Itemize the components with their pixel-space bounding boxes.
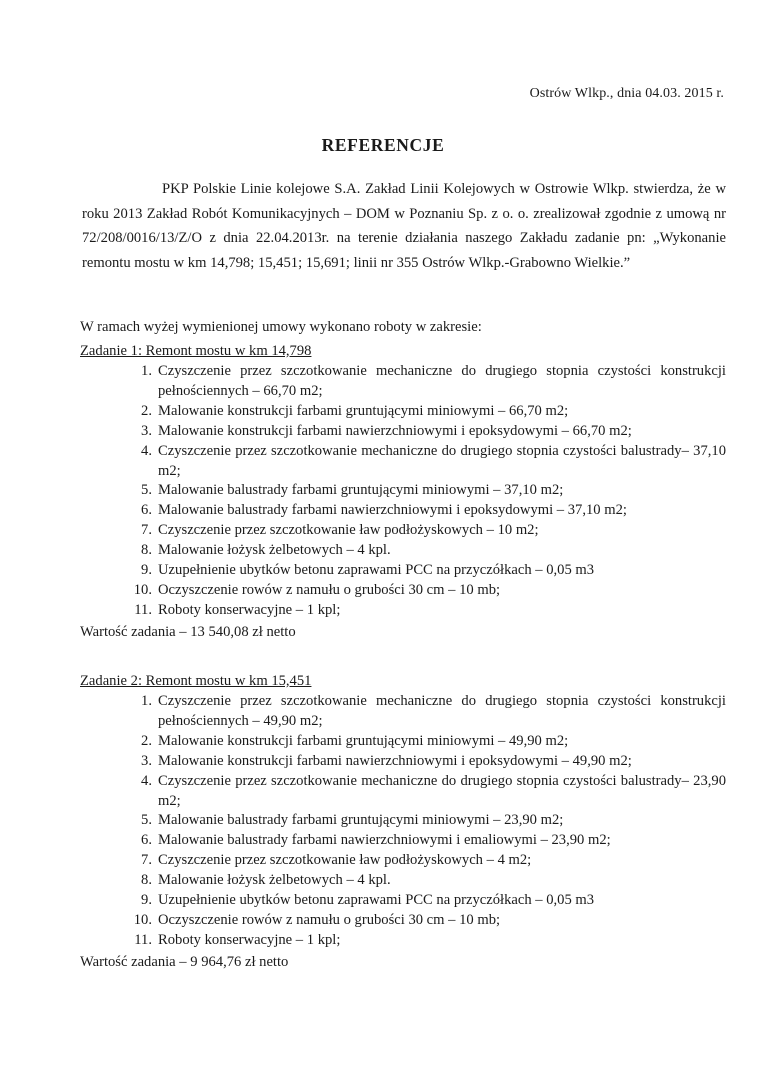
list-item-text: Czyszczenie przez szczotkowanie ław podłożyskowych – 4 m2; [158, 852, 532, 869]
list-item-number: 6. [141, 502, 152, 519]
list-item-number: 4. [141, 442, 152, 459]
list-item-number: 11. [134, 601, 152, 618]
list-item [80, 501, 726, 521]
list-item [80, 581, 726, 601]
list-item-number: 7. [141, 522, 152, 539]
list-item-number: 3. [141, 752, 152, 769]
list-item-text: Oczyszczenie rowów z namułu o grubości 30 cm – 10 mb; [158, 581, 501, 598]
list-item-number: 8. [141, 542, 152, 559]
list-item-text: Malowanie balustrady farbami gruntującymi miniowymi – 37,10 m2; [158, 482, 564, 499]
list-item-text: Malowanie balustrady farbami gruntującymi miniowymi – 23,90 m2; [158, 812, 564, 829]
list-item-number: 9. [141, 562, 152, 579]
task-list [80, 692, 726, 951]
task-section-2 [80, 670, 726, 973]
list-item [80, 692, 726, 732]
list-item-number: 5. [141, 482, 152, 499]
list-item [80, 851, 726, 871]
list-item-text: Malowanie balustrady farbami nawierzchniowymi i epoksydowymi – 37,10 m2; [158, 502, 627, 519]
list-item [80, 911, 726, 931]
list-item-number: 1. [141, 693, 152, 709]
list-item-number: 2. [141, 732, 152, 749]
list-item-text: Malowanie łożysk żelbetowych – 4 kpl. [158, 542, 391, 559]
list-item [80, 422, 726, 442]
task-list [80, 362, 726, 621]
list-item [80, 402, 726, 422]
list-item-text: Malowanie konstrukcji farbami nawierzchniowymi i epoksydowymi – 49,90 m2; [158, 752, 632, 769]
list-item [80, 871, 726, 891]
list-item-number: 1. [141, 363, 152, 379]
document-date: Ostrów Wlkp., dnia 04.03. 2015 r. [529, 86, 724, 101]
list-item-text: Malowanie konstrukcji farbami gruntującymi miniowymi – 66,70 m2; [158, 402, 569, 419]
list-item [80, 541, 726, 561]
task-title: Zadanie 1: Remont mostu w km 14,798 [80, 343, 312, 359]
scope-line: W ramach wyżej wymienionej umowy wykonano roboty w zakresie: [80, 319, 482, 335]
list-item [80, 521, 726, 541]
task-title: Zadanie 2: Remont mostu w km 15,451 [80, 673, 312, 689]
task-value: Wartość zadania – 9 964,76 zł netto [80, 953, 289, 970]
list-item-text: Czyszczenie przez szczotkowanie mechaniczne do drugiego stopnia czystości balustrady– 23,90 m2; [158, 772, 726, 809]
list-item [80, 891, 726, 911]
list-item-text: Uzupełnienie ubytków betonu zaprawami PCC na przyczółkach – 0,05 m3 [158, 562, 595, 579]
list-item-number: 10. [133, 581, 152, 598]
list-item-number: 8. [141, 872, 152, 889]
list-item-text: Uzupełnienie ubytków betonu zaprawami PCC na przyczółkach – 0,05 m3 [158, 892, 595, 909]
list-item-number: 6. [141, 832, 152, 849]
list-item [80, 442, 726, 482]
list-item-text: Czyszczenie przez szczotkowanie ław podłożyskowych – 10 m2; [158, 522, 539, 539]
intro-text: PKP Polskie Linie kolejowe S.A. Zakład Linii Kolejowych w Ostrowie Wlkp. stwierdza, że w roku 2013 Zakład Robót Komunikacyjnych – DOM w Poznaniu Sp. z o. o. zrealizował zgodnie z umową nr 72/208/0016/13/Z/O z dnia 22.04.2013r. na terenie działania naszego Zakładu zadanie pn: „Wykonanie remontu mostu w km 14,798; 15,451; 15,691; linii nr 355 Ostrów Wlkp.-Grabowno Wielkie.” [82, 181, 726, 271]
list-item [80, 831, 726, 851]
list-item [80, 811, 726, 831]
list-item-number: 2. [141, 402, 152, 419]
list-item-text: Czyszczenie przez szczotkowanie mechaniczne do drugiego stopnia czystości konstrukcji pełnościennych – 49,90 m2; [158, 693, 726, 729]
list-item-number: 9. [141, 892, 152, 909]
task-section-1 [80, 340, 726, 643]
document-title: REFERENCJE [321, 135, 445, 155]
list-item-number: 4. [141, 772, 152, 789]
list-item-number: 7. [141, 852, 152, 869]
list-item-number: 10. [133, 911, 152, 928]
list-item-text: Roboty konserwacyjne – 1 kpl; [158, 931, 341, 948]
list-item [80, 732, 726, 752]
list-item-text: Malowanie łożysk żelbetowych – 4 kpl. [158, 872, 391, 889]
list-item-text: Oczyszczenie rowów z namułu o grubości 30 cm – 10 mb; [158, 911, 501, 928]
list-item-text: Malowanie konstrukcji farbami gruntującymi miniowymi – 49,90 m2; [158, 732, 569, 749]
task-value: Wartość zadania – 13 540,08 zł netto [80, 623, 296, 640]
list-item-number: 11. [134, 931, 152, 948]
list-item-text: Czyszczenie przez szczotkowanie mechaniczne do drugiego stopnia czystości balustrady– 37,10 m2; [158, 442, 726, 479]
list-item-text: Malowanie konstrukcji farbami nawierzchniowymi i epoksydowymi – 66,70 m2; [158, 422, 632, 439]
list-item [80, 362, 726, 402]
list-item-number: 3. [141, 422, 152, 439]
list-item [80, 601, 726, 621]
list-item-text: Malowanie balustrady farbami nawierzchniowymi i emaliowymi – 23,90 m2; [158, 832, 611, 849]
list-item [80, 931, 726, 951]
list-item-text: Roboty konserwacyjne – 1 kpl; [158, 601, 341, 618]
list-item-number: 5. [141, 812, 152, 829]
list-item [80, 481, 726, 501]
list-item [80, 561, 726, 581]
list-item [80, 752, 726, 772]
list-item-text: Czyszczenie przez szczotkowanie mechaniczne do drugiego stopnia czystości konstrukcji pełnościennych – 66,70 m2; [158, 363, 726, 399]
intro-paragraph [82, 177, 726, 275]
list-item [80, 772, 726, 812]
